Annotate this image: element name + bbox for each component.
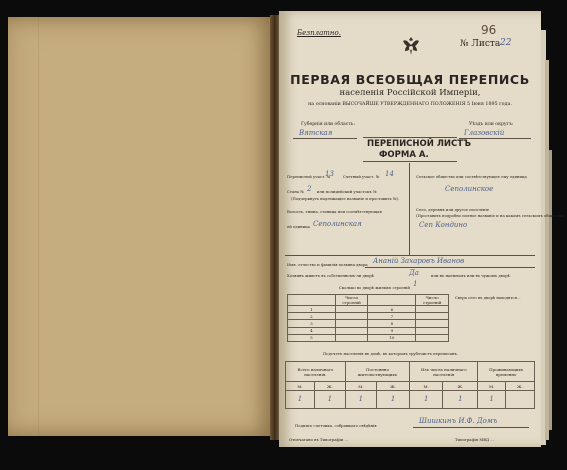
settlement-value: Сеп Кондино xyxy=(419,221,468,229)
page-corner-number: 96 xyxy=(481,23,497,37)
table-cell: 7 xyxy=(368,313,416,320)
census-basis: на основаніи ВЫСОЧАЙШЕ УТВЕРЖДЕННАГО ПОЛОЖЕНІЯ 5 Іюня 1895 года. xyxy=(308,102,512,107)
table-cell: 6 xyxy=(368,306,416,313)
free-stamp: Безплатно. xyxy=(297,29,341,37)
census-subtitle: населенія Россійской Имперіи, xyxy=(339,88,481,98)
census-form-page xyxy=(279,11,565,447)
census-district-value: 13 xyxy=(325,170,334,178)
owner-label: Имя, отчество и фамилія хозяина двора xyxy=(287,262,368,267)
signature-value: Шишкинъ И.Ф. Домъ xyxy=(419,417,498,425)
table-header: Число строеній xyxy=(335,295,368,306)
table-subheader: Ж. xyxy=(315,382,346,390)
table-subheader: Ж. xyxy=(443,382,478,390)
table-cell: 10 xyxy=(368,334,416,341)
table-cell: 3 xyxy=(288,320,336,327)
table-header: Постоянно жительствующихъ xyxy=(345,362,409,382)
table-cell: 4 xyxy=(288,327,336,334)
table-subheader: Ж. xyxy=(505,382,534,390)
buildings-table xyxy=(287,294,449,342)
table-cell: 8 xyxy=(368,320,416,327)
society-value: Сеполинское xyxy=(445,185,494,193)
footer-left: Отпечатано въ Типографіи ... xyxy=(289,437,349,442)
footer-right: Типографія МВД ... xyxy=(455,437,494,442)
table-subheader: Ж. xyxy=(377,382,410,390)
bottom-heading: Подсчетъ населенія въ домѣ, въ которомъ трубочистъ переписанъ. xyxy=(323,351,459,356)
table-cell: 1 xyxy=(315,390,346,408)
uezd-label: Уѣздъ или округъ: xyxy=(469,122,514,127)
inhabited-value: 1 xyxy=(413,280,418,288)
table-cell: 1 xyxy=(478,390,505,408)
village-label: Стана № xyxy=(287,189,304,194)
inhabited-label: Сколько во дворѣ жилыхъ строеній xyxy=(339,285,410,290)
uezd-value: Глазовскій xyxy=(464,129,505,137)
table-subheader: М. xyxy=(478,382,505,390)
page-edge xyxy=(549,150,552,430)
table-cell: 9 xyxy=(368,327,416,334)
table-subheader: М. xyxy=(286,382,315,390)
table-cell: 1 xyxy=(377,390,410,408)
side-note: Сверх сего въ дворѣ находятся... xyxy=(455,295,521,300)
lives-value: Да xyxy=(409,269,419,277)
table-header: Число строеній xyxy=(416,295,449,306)
table-cell: 1 xyxy=(410,390,443,408)
population-summary-table xyxy=(285,361,535,409)
volost-label: Волость, гмина, станица или соотвѣтствующая xyxy=(287,209,382,214)
governorate-value: Вятская xyxy=(299,129,333,137)
sheet-number-value: 22 xyxy=(500,38,512,48)
table-cell: 5 xyxy=(288,334,336,341)
table-cell: 1 xyxy=(345,390,376,408)
governorate-label: Губернія или область: xyxy=(301,122,355,127)
form-title: ПЕРЕПИСНОЙ ЛИСТЪ xyxy=(367,139,472,149)
rented-label: или въ наемномъ или въ чужомъ дворѣ xyxy=(431,273,510,278)
lives-label: Хозяинъ живетъ въ собственномъ-ли дворѣ xyxy=(287,273,374,278)
table-cell: 2 xyxy=(288,313,336,320)
census-title: ПЕРВАЯ ВСЕОБЩАЯ ПЕРЕПИСЬ xyxy=(290,72,530,87)
society-label: Сельское общество или соотвѣтствующее ему единица xyxy=(416,174,527,179)
table-header: Изъ числа наличнаго населенія xyxy=(410,362,478,382)
settlement-label: Село, деревня или другое поселеніе xyxy=(416,207,490,212)
sheet-number-label: № Листа xyxy=(460,39,501,49)
table-header: Всего наличнаго населенія. xyxy=(286,362,346,382)
census-district-label: Переписной участ. № xyxy=(287,174,331,179)
volost-value: Сеполинская xyxy=(313,220,362,228)
table-subheader: М. xyxy=(410,382,443,390)
form-subtitle: ФОРМА А. xyxy=(379,150,429,160)
table-cell: 1 xyxy=(286,390,315,408)
volost-label-2: ей единица xyxy=(287,224,310,229)
table-subheader: М. xyxy=(345,382,376,390)
left-blank-page xyxy=(8,17,272,436)
table-header: Проживающихъ временно xyxy=(478,362,535,382)
table-cell: 1 xyxy=(288,306,336,313)
double-headed-eagle-icon xyxy=(400,35,422,59)
police-note: (Подчеркнуть надлежащее названіе и проставить №). xyxy=(291,196,400,201)
table-cell: 1 xyxy=(443,390,478,408)
table-cell xyxy=(505,390,534,408)
village-value: 2 xyxy=(307,185,312,193)
count-district-value: 14 xyxy=(385,170,394,178)
settlement-note: (Проставить подробно полное названіе и на какомъ сельскомъ обществѣ) xyxy=(416,213,565,218)
police-label: или полицейский участокъ № xyxy=(317,189,377,194)
owner-value: Ананій Захаровъ Иванов xyxy=(373,257,465,265)
signature-label: Подпись счетчика, собравшаго свѣдѣнія xyxy=(295,423,377,428)
count-district-label: Счетный участ. № xyxy=(343,174,380,179)
